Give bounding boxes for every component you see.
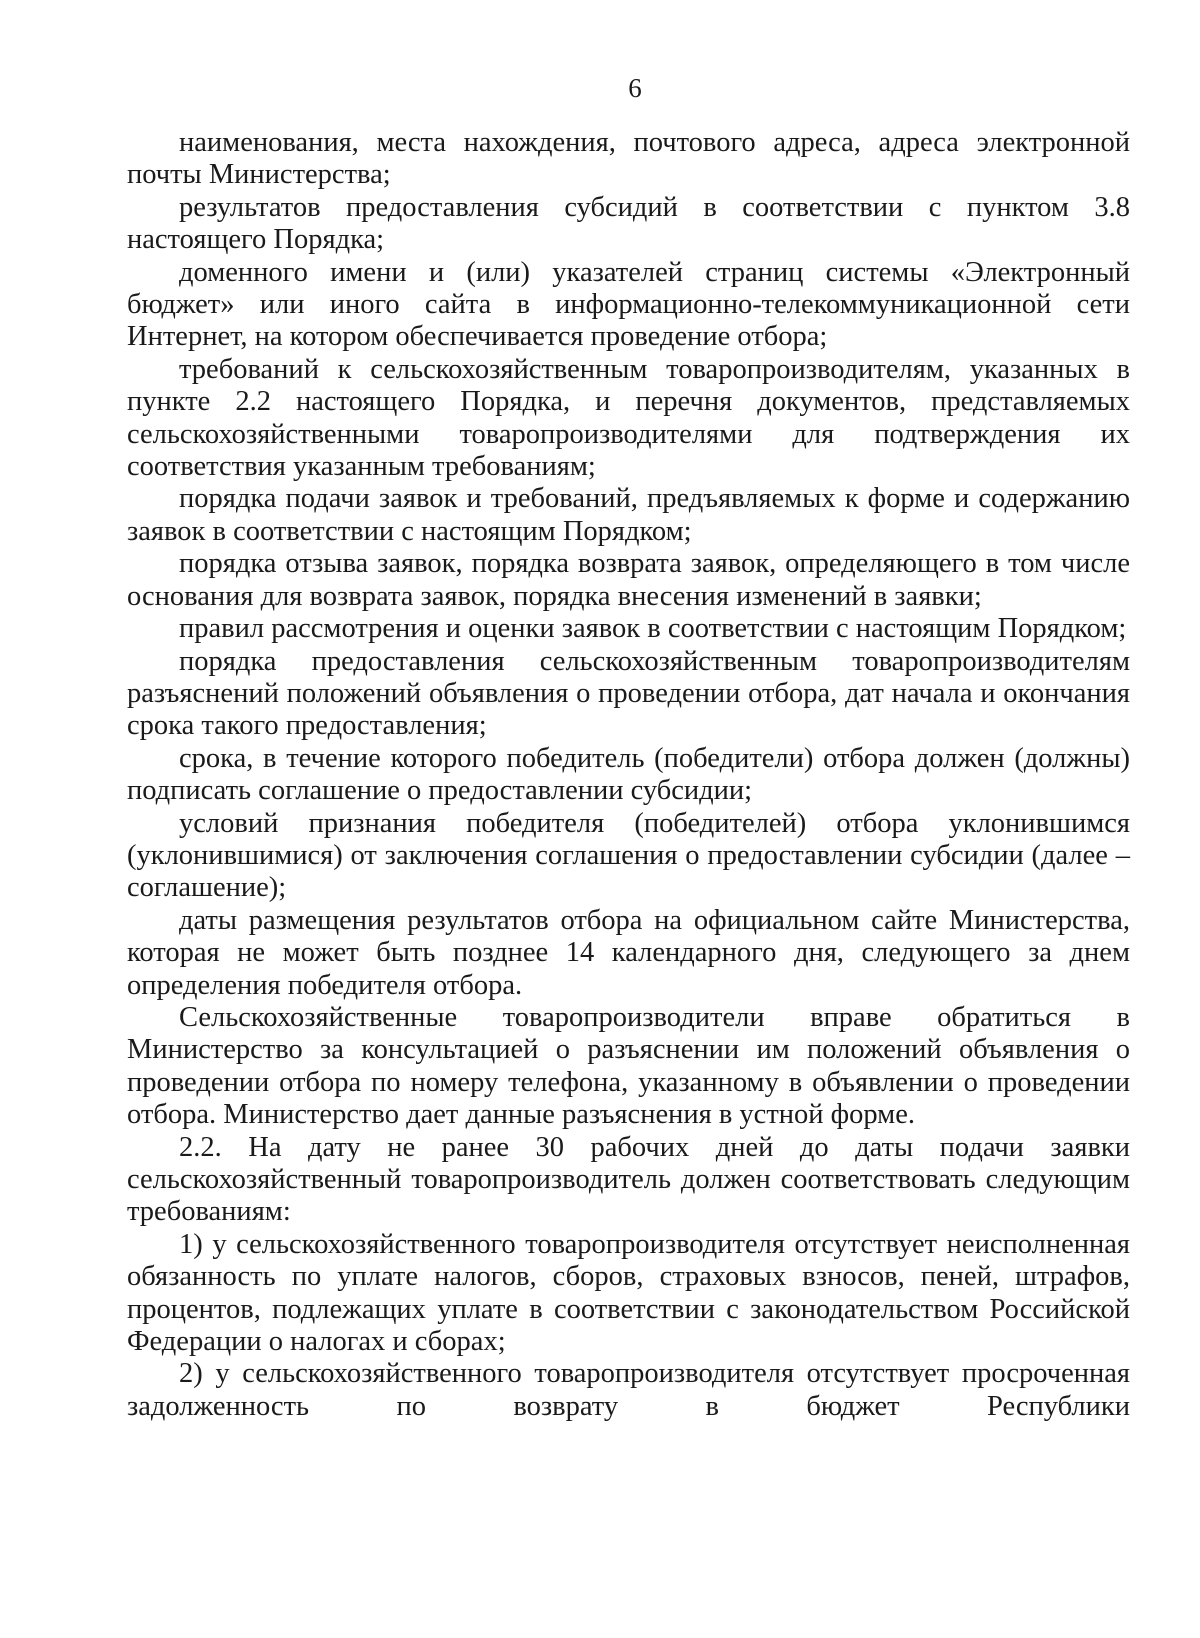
document-body [127,127,1130,1423]
paragraph: даты размещения результатов отбора на официальном сайте Министерства, которая не может быть позднее 14 календарного дня, следующего за днем определения победителя отбора. [127,904,1130,1001]
paragraph: порядка предоставления сельскохозяйственным товаропроизводителям разъяснений положений объявления о проведении отбора, дат начала и окончания срока такого предоставления; [127,645,1130,742]
paragraph: порядка отзыва заявок, порядка возврата заявок, определяющего в том числе основания для возврата заявок, порядка внесения изменений в заявки; [127,548,1130,612]
paragraph: требований к сельскохозяйственным товаропроизводителям, указанных в пункте 2.2 настоящего Порядка, и перечня документов, представляемых сельскохозяйственными товаропроизводителями для подтверждения их соответствия указанным требованиям; [127,353,1130,483]
paragraph: 1) у сельскохозяйственного товаропроизводителя отсутствует неисполненная обязанность по уплате налогов, сборов, страховых взносов, пеней, штрафов, процентов, подлежащих уплате в соответствии с законодательством Российской Федерации о налогах и сборах; [127,1228,1130,1358]
paragraph: 2.2. На дату не ранее 30 рабочих дней до даты подачи заявки сельскохозяйственный товаропроизводитель должен соответствовать следующим требованиям: [127,1131,1130,1228]
paragraph: Сельскохозяйственные товаропроизводители вправе обратиться в Министерство за консультацией о разъяснении им положений объявления о проведении отбора по номеру телефона, указанному в объявлении о проведении отбора. Министерство дает данные разъяснения в устной форме. [127,1001,1130,1131]
paragraph: наименования, места нахождения, почтового адреса, адреса электронной почты Министерства; [127,127,1130,191]
paragraph: 2) у сельскохозяйственного товаропроизводителя отсутствует просроченная задолженность по возврату в бюджет Республики [127,1358,1130,1422]
paragraph: порядка подачи заявок и требований, предъявляемых к форме и содержанию заявок в соответствии с настоящим Порядком; [127,483,1130,547]
paragraph: результатов предоставления субсидий в соответствии с пунктом 3.8 настоящего Порядка; [127,191,1130,256]
paragraph: доменного имени и (или) указателей страниц системы «Электронный бюджет» или иного сайта в информационно-телекоммуникационной сети Интернет, на котором обеспечивается проведение отбора; [127,256,1130,353]
paragraph: условий признания победителя (победителей) отбора уклонившимся (уклонившимися) от заключения соглашения о предоставлении субсидии (далее – соглашение); [127,807,1130,904]
paragraph: правил рассмотрения и оценки заявок в соответствии с настоящим Порядком; [179,613,1127,645]
paragraph: срока, в течение которого победитель (победители) отбора должен (должны) подписать соглашение о предоставлении субсидии; [127,742,1130,807]
page-number: 6 [628,73,642,103]
